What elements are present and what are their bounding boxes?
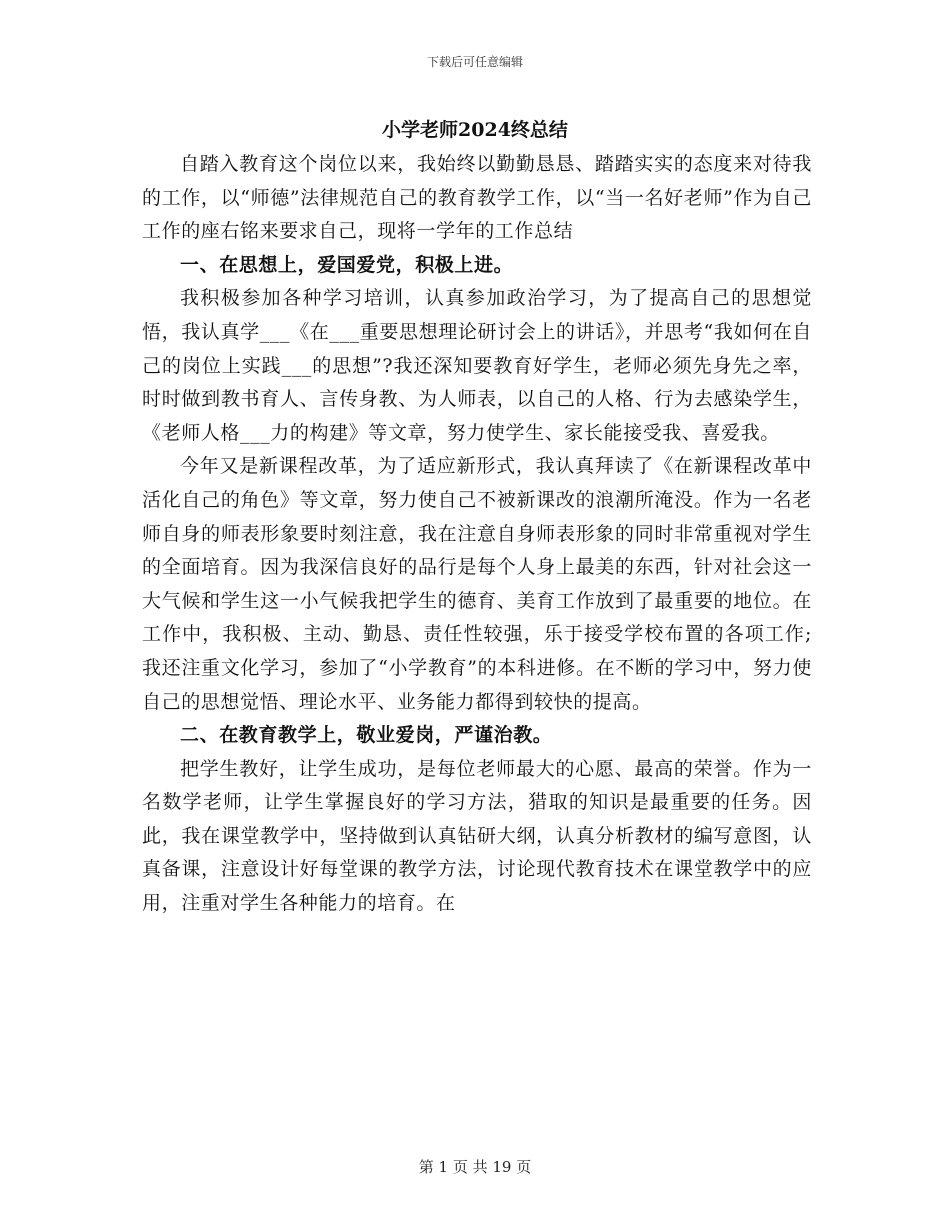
paragraph-intro: 自踏入教育这个岗位以来，我始终以勤勤恳恳、踏踏实实的态度来对待我的工作，以“师德”法律规范自己的教育教学工作，以“当一名好老师”作为自己工作的座右铭来要求自己，现将一学年的工作总结 <box>142 153 812 243</box>
section-heading-2: 二、在教育教学上，敬业爱岗，严谨治教。 <box>180 724 553 747</box>
paragraph-teaching: 把学生教好，让学生成功，是每位老师最大的心愿、最高的荣誉。作为一名数学老师，让学生掌握良好的学习方法，猎取的知识是最重要的任务。因此，我在课堂教学中，坚持做到认真钻研大纲，认真分析教材的编写意图，认真备课，注意设计好每堂课的教学方法，讨论现代教育技术在课堂教学中的应用，注重对学生各种能力的培育。在 <box>142 757 812 915</box>
header-note: 下载后可任意编辑 <box>426 55 523 69</box>
page-title: 小学老师2024终总结 <box>382 119 568 141</box>
paragraph-curriculum-reform: 今年又是新课程改革，为了适应新形式，我认真拜读了《在新课程改革中活化自己的角色》等文章，努力使自己不被新课改的浪潮所淹没。作为一名老师自身的师表形象要时刻注意，我在注意自身师表形象的同时非常重视对学生的全面培育。因为我深信良好的品行是每个人身上最美的东西，针对社会这一大气候和学生这一小气候我把学生的德育、美育工作放到了最重要的地位。在工作中，我积极、主动、勤恳、责任性较强，乐于接受学校布置的各项工作;我还注重文化学习，参加了“小学教育”的本科进修。在不断的学习中，努力使自己的思想觉悟、理论水平、业务能力都得到较快的提高。 <box>142 455 812 713</box>
page-number-footer: 第 1 页 共 19 页 <box>418 1158 532 1176</box>
document-body <box>142 148 812 921</box>
paragraph-ideology: 我积极参加各种学习培训，认真参加政治学习，为了提高自己的思想觉悟，我认真学___《在___重要思想理论研讨会上的讲话》，并思考“我如何在自己的岗位上实践___的思想”?我还深知要教育好学生，老师必须先身先之率，时时做到教书育人、言传身教、为人师表，以自己的人格、行为去感染学生，《老师人格___力的构建》等文章，努力使学生、家长能接受我、喜爱我。 <box>142 287 812 444</box>
section-heading-1: 一、在思想上，爱国爱党，积极上进。 <box>180 253 514 276</box>
